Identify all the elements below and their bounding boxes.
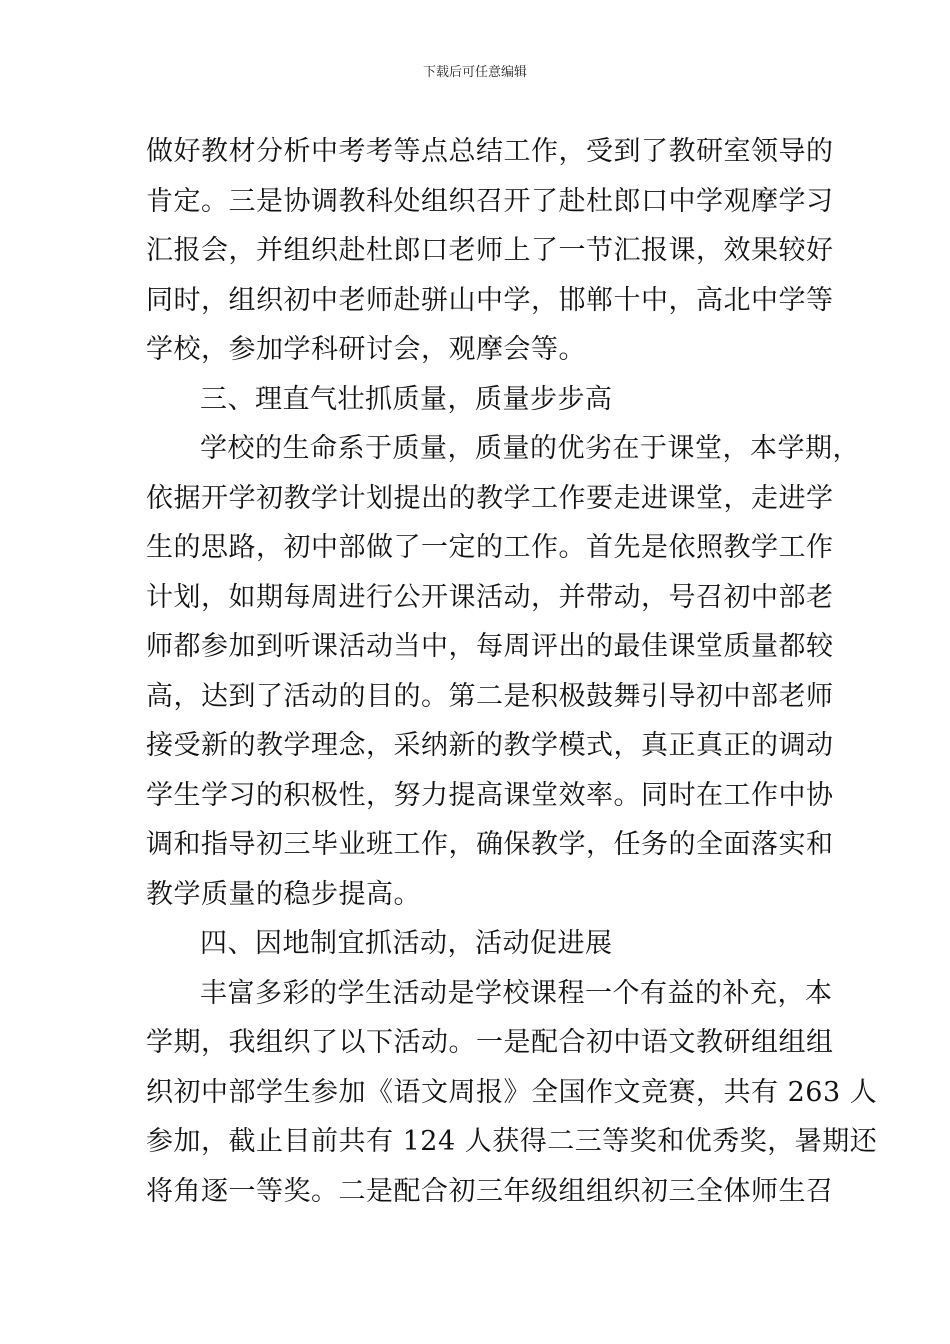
- text-line: 同时，组织初中老师赴骈山中学，邯郸十中，高北中学等: [146, 284, 834, 316]
- text-line: 依据开学初教学计划提出的教学工作要走进课堂，走进学: [146, 482, 834, 514]
- page-header: 下载后可任意编辑: [422, 65, 527, 80]
- paragraph-first-line: 丰富多彩的学生活动是学校课程一个有益的补充，本: [200, 977, 833, 1009]
- text-line: 高，达到了活动的目的。第二是积极鼓舞引导初中部老师: [146, 680, 834, 712]
- text-line: 接受新的教学理念，采纳新的教学模式，真正真正的调动: [146, 730, 834, 761]
- text-line: 教学质量的稳步提高。: [146, 878, 421, 910]
- text-line: 肯定。三是协调教科处组织召开了赴杜郎口中学观摩学习: [146, 185, 834, 217]
- text-line: 师都参加到听课活动当中，每周评出的最佳课堂质量都较: [146, 631, 834, 662]
- text-line: 将角逐一等奖。二是配合初三年级组组织初三全体师生召: [146, 1175, 834, 1207]
- text-line: 做好教材分析中考考等点总结工作，受到了教研室领导的: [146, 136, 834, 167]
- text-line: 学期，我组织了以下活动。一是配合初中语文教研组组组: [146, 1027, 834, 1058]
- text-line: 调和指导初三毕业班工作，确保教学，任务的全面落实和: [146, 829, 834, 860]
- text-line: 汇报会，并组织赴杜郎口老师上了一节汇报课，效果较好: [146, 235, 834, 266]
- text-line: 参加，截止目前共有 124 人获得二三等奖和优秀奖，暑期还: [146, 1126, 878, 1157]
- text-line: 生的思路，初中部做了一定的工作。首先是依照教学工作: [146, 532, 834, 563]
- text-line: 织初中部学生参加《语文周报》全国作文竞赛，共有 263 人: [146, 1076, 878, 1108]
- text-line: 计划，如期每周进行公开课活动，并带动，号召初中部老: [146, 581, 834, 613]
- paragraph-first-line: 学校的生命系于质量，质量的优劣在于课堂，本学期，: [200, 433, 860, 464]
- section-heading: 三、理直气壮抓质量，质量步步高: [200, 383, 613, 415]
- document-body: [146, 127, 878, 1216]
- section-heading: 四、因地制宜抓活动，活动促进展: [200, 928, 613, 959]
- text-line: 学生学习的积极性，努力提高课堂效率。同时在工作中协: [146, 779, 834, 811]
- text-line: 学校，参加学科研讨会，观摩会等。: [146, 334, 586, 365]
